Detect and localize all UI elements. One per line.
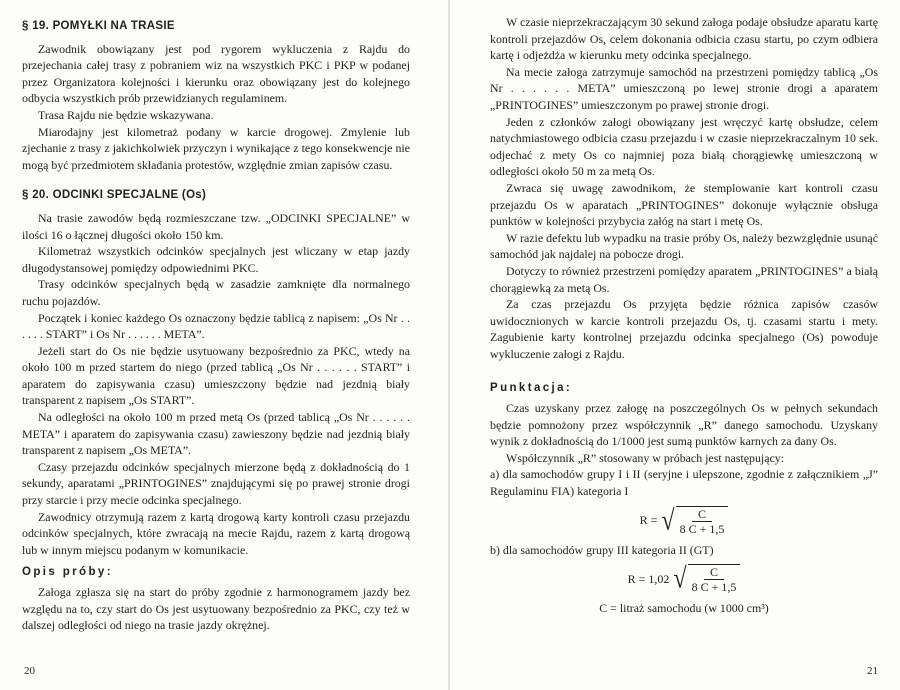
punktacja-heading: Punktacja: [490, 382, 573, 395]
section-19-title: § 19. POMYŁKI NA TRASIE [22, 20, 175, 32]
right-paragraph-6: Dotyczy to również przestrzeni pomiędzy aparatem „PRINTOGINES” a białą chorągiewką za metą Os. [490, 263, 878, 295]
list-item-a: a) dla samochodów grupy I i II (seryjne i ulepszone, zgodnie z załącznikiem „J” Regulaminu FIA) kategoria I [490, 467, 878, 499]
sqrt-symbol: √ $\frac{C}{8 C + 1,5}$ [661, 506, 728, 536]
right-paragraph-2: Na mecie załoga zatrzymuje samochód na przestrzeni pomiędzy tablicą „Os Nr . . . . . . META” umieszczoną po lewej stronie drogi a aparatem „PRINTOGINES” umieszczonym po prawej stronie drogi. [490, 64, 878, 112]
s20-paragraph-8: Zawodnicy otrzymują razem z kartą drogową karty kontroli czasu przejazdu odcinków specjalnych, które zwracają na mecie Rajdu, razem z kartą drogową lub w innym miejscu podanym w komunikacie. [22, 509, 410, 557]
formula-b [490, 564, 878, 594]
punktacja-paragraph-2: Współczynnik „R” stosowany w próbach jest następujący: [506, 450, 785, 465]
c-definition: C = litraż samochodu (w 1000 cm³) [599, 601, 769, 616]
right-paragraph-7: Za czas przejazdu Os przyjęta będzie różnica zapisów czasów uwidocznionych w karcie kontroli przejazdu Os, tj. czasami startu i mety. Zagubienie karty kontrolnej przejazdu odcinka specjalnego (Os) powoduje wykluczenie załogi z Rajdu. [490, 297, 878, 361]
formula-a-fraction [676, 506, 729, 536]
sqrt-symbol: √ $\frac{C}{8 C + 1,5}$ [673, 564, 740, 594]
right-paragraph-3: Jeden z członków załogi obowiązany jest wręczyć kartę obsłudze, celem natychmiastowego odbicia czasu przejazdu i w czasie nieprzekraczalnym 10 sek. odjechać z mety Os co najmniej poza białą chorągiewkę umieszczoną w odległości około 50 m za metą Os. [490, 114, 878, 179]
s19-paragraph-1: Zawodnik obowiązany jest pod rygorem wykluczenia z Rajdu do przejechania całej trasy z pobraniem wiz na wszystkich PKC i PKP w podanej przez Organizatora kolejności i kierunku oraz obowiązany jest do kolejnego odbycia wszystkich prób przewidzianych regulaminem. [22, 41, 410, 106]
s20-paragraph-5: Jeżeli start do Os nie będzie usytuowany bezpośrednio za PKC, wtedy na około 100 m przed startem do niego (przed tablicą „Os Nr . . . . . . START” i aparatem do zapisywania czasu) umieszczony będzie nad jezdnią biały transparent z napisem „Os START”. [22, 343, 410, 408]
spacer [22, 173, 410, 185]
opis-proby-heading: Opis próby: [22, 566, 113, 579]
formula-a-numerator: C [692, 507, 712, 522]
formula-b-fraction [688, 564, 741, 594]
formula-a [490, 506, 878, 536]
formula-b-numerator: C [704, 565, 724, 580]
page-number-left: 20 [24, 665, 35, 678]
s20-paragraph-1: Na trasie zawodów będą rozmieszczane tzw. „ODCINKI SPECJALNE” w ilości 16 o łącznej długości około 150 km. [22, 210, 410, 242]
section-20-title: § 20. ODCINKI SPECJALNE (Os) [22, 189, 207, 202]
opis-paragraph-1: Załoga zgłasza się na start do próby zgodnie z harmonogramem jazdy bez względu na to, czy start do Os jest usytuowany bezpośrednio za PKC, czy też w dalszej odległości od niego na trasie jazdy okrężnej. [22, 585, 410, 633]
right-paragraph-1: W czasie nieprzekraczającym 30 sekund załoga podaje obsłudze aparatu kartę kontroli przejazdów Os, celem dokonania odbicia czasu startu, po czym odbiera kartę i odjeżdża w kierunku mety odcinka specjalnego. [490, 15, 878, 63]
list-item-b: b) dla samochodów grupy III kategoria II (GT) [490, 542, 714, 557]
right-page [450, 0, 900, 690]
s20-paragraph-6: Na odległości na około 100 m przed metą Os (przed tablicą „Os Nr . . . . . . META” i aparatem do zapisywania czasu) zawieszony będzie nad jezdnią biały transparent z napisem „Os META”. [22, 410, 410, 458]
spacer [490, 362, 878, 374]
s19-paragraph-3: Miarodajny jest kilometraż podany w karcie drogowej. Zmylenie lub zjechanie z trasy z jakichkolwiek przyczyn i wynikające z tego konsekwencje nie mogą być przedmiotem składania protestów, względnie zmian zapisów czasu. [22, 124, 410, 172]
s20-paragraph-3: Trasy odcinków specjalnych będą w zasadzie zamknięte dla normalnego ruchu pojazdów. [22, 277, 410, 308]
right-paragraph-4: Zwraca się uwagę zawodnikom, że stemplowanie kart kontroli czasu przejazdu Os w aparatach „PRINTOGINES” dokonuje wyłącznie obsługa punktów w kolejności przybycia załóg na start i metę Os. [490, 180, 878, 229]
formula-a-denominator: 8 C + 1,5 [679, 521, 725, 536]
s20-paragraph-7: Czasy przejazdu odcinków specjalnych mierzone będą z dokładnością do 1 sekundy, aparatami „PRINTOGINES” znajdującymi się po prawej stronie drogi przy starcie i przy mecie odcinka specjalnego. [22, 459, 410, 508]
s20-paragraph-4: Początek i koniec każdego Os oznaczony będzie tablicą z napisem: „Os Nr . . . . . . START” i Os Nr . . . . . . META”. [22, 310, 410, 342]
page-number-right: 21 [867, 665, 878, 678]
punktacja-paragraph-1: Czas uzyskany przez załogę na poszczególnych Os w pełnych sekundach będzie pomnożony przez współczynnik „R” danego samochodu. Uzyskany wynik z dokładnością do 1/1000 jest sumą punktów karnych za dany Os. [490, 401, 878, 449]
s19-paragraph-2: Trasa Rajdu nie będzie wskazywana. [38, 107, 214, 122]
formula-b-denominator: 8 C + 1,5 [691, 580, 737, 595]
formula-b-lhs: R = 1,02 [627, 571, 670, 586]
right-paragraph-5: W razie defektu lub wypadku na trasie próby Os, należy bezwzględnie usunąć samochód jak najdalej na pobocze drogi. [490, 230, 878, 262]
formula-a-lhs: R = [639, 513, 658, 528]
s20-paragraph-2: Kilometraż wszystkich odcinków specjalnych jest wliczany w etap jazdy długodystansowej pomiędzy odpowiednimi PKC. [22, 244, 410, 275]
